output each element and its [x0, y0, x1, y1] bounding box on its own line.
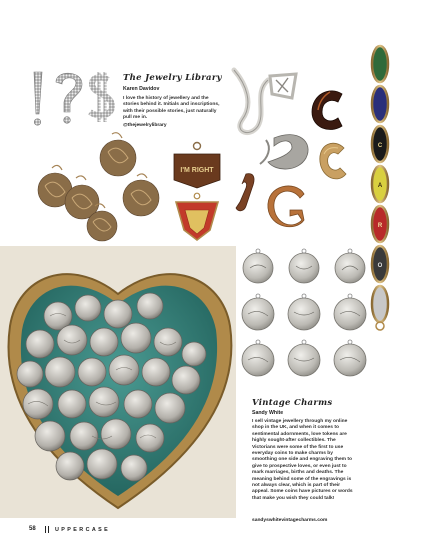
footer-divider-2	[48, 526, 49, 533]
vintage-charms-title: Vintage Charms	[252, 398, 333, 408]
jewelry-library-handle: @thejewelrylibrary	[123, 123, 167, 128]
magazine-brand: UPPERCASE	[55, 527, 111, 533]
rhinestone-brooches-photo	[26, 68, 122, 134]
bracelet-letter-3: R	[377, 223, 383, 229]
vintage-charms-website: sandyswhitevintagecharms.com	[252, 518, 328, 523]
monogram-earrings-photo	[30, 128, 170, 244]
jewelry-library-title: The Jewelry Library	[123, 73, 222, 83]
letter-brooches-photo	[228, 128, 370, 234]
heart-box-coins-photo	[0, 246, 236, 518]
vintage-charms-author: Sandy White	[252, 410, 284, 416]
vintage-charms-body: I sell vintage jewellery through my online shop in the UK, and when it comes to sentimental adornments, love tokens are highly sought-after collectibles. The Victorians were some of the first to use everyday coins to make charms by smoothing one side and engraving them to give to prospective loves, or even just to mark marriages, births and deaths. The meaning behind some of the engravings is not always clear, which is part of their appeal. Some coins have pictures or words that make you wish they could talk!	[252, 419, 353, 501]
bracelet-letter-2: A	[377, 183, 383, 189]
engraved-coins-grid-photo	[236, 246, 372, 380]
jewelry-library-body: I love the history of jewellery and the stories behind it. Initials and inscriptions, with their possible stories, just naturally pull me in.	[123, 96, 220, 121]
bracelet-letter-4: O	[377, 263, 383, 269]
im-right-and-shield-charms-photo	[170, 140, 228, 244]
bracelet-letter-1: C	[377, 143, 383, 149]
jewelry-library-author: Karen Davidov	[123, 86, 160, 92]
im-right-charm-text: I'M RIGHT	[180, 167, 214, 174]
footer-divider	[45, 526, 46, 533]
page-number: 58	[29, 526, 36, 532]
